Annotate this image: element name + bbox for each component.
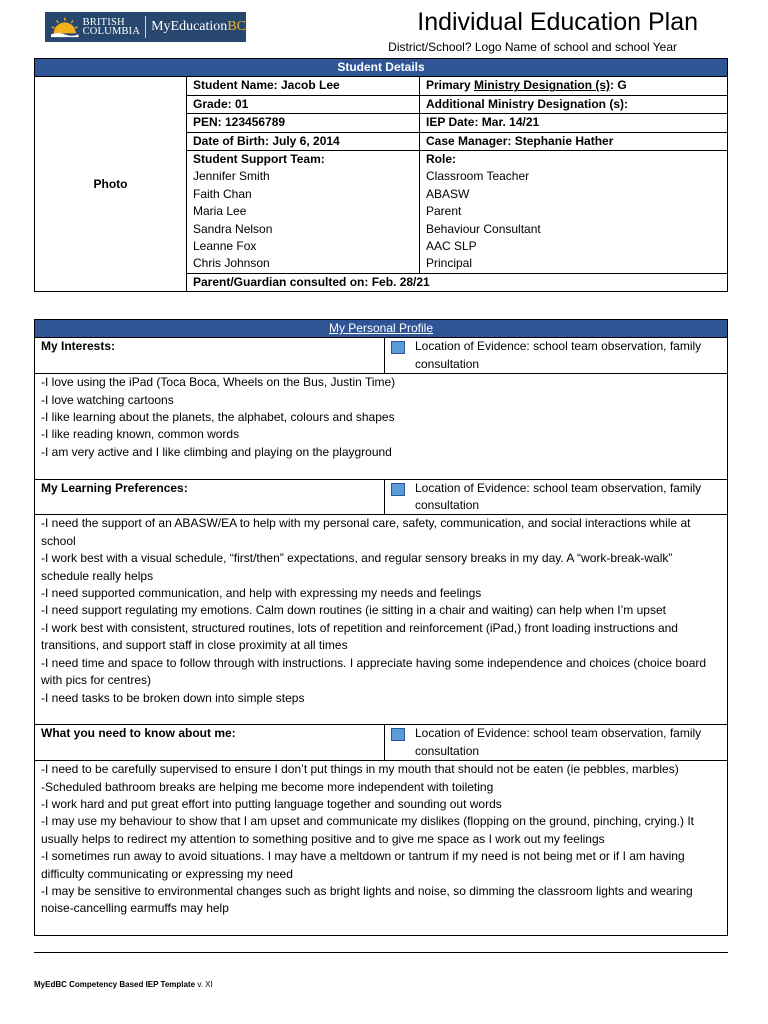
need-to-know-content xyxy=(35,761,728,936)
list-item: -I need to be carefully supervised to ensure I don’t put things in my mouth that should not be eaten (ie pebbles, marbles) xyxy=(41,762,679,777)
team-member-role: Classroom Teacher xyxy=(420,168,728,185)
personal-profile-table xyxy=(34,319,728,936)
list-item: -I need support regulating my emotions. Calm down routines (ie sitting in a chair and waiting) can help when I’m upset xyxy=(41,603,666,618)
learning-preferences-content xyxy=(35,515,728,725)
list-item: -I like reading known, common words xyxy=(41,427,240,442)
team-member-role: AAC SLP xyxy=(420,238,728,255)
list-item: -I like learning about the planets, the alphabet, colours and shapes xyxy=(41,410,395,425)
support-team-header: Student Support Team: xyxy=(187,151,420,169)
need-to-know-label: What you need to know about me: xyxy=(35,725,385,761)
learning-preferences-evidence: Location of Evidence: school team observation, family consultation xyxy=(385,479,728,515)
footer-rule xyxy=(34,952,728,953)
additional-designation: Additional Ministry Designation (s): xyxy=(420,95,728,113)
team-member-role: Behaviour Consultant xyxy=(420,221,728,238)
iep-date: IEP Date: Mar. 14/21 xyxy=(420,114,728,132)
personal-profile-header: My Personal Profile xyxy=(35,320,728,338)
list-item: -I work hard and put great effort into putting language together and sounding out words xyxy=(41,796,502,811)
list-item: -I love using the iPad (Toca Boca, Wheels on the Bus, Justin Time) xyxy=(41,375,396,390)
role-header: Role: xyxy=(420,151,728,169)
team-member-name: Leanne Fox xyxy=(187,238,420,255)
parent-consulted: Parent/Guardian consulted on: Feb. 28/21 xyxy=(187,273,728,291)
list-item: -I may be sensitive to environmental changes such as bright lights and noise, so dimming the classroom lights and wearing noise-cancelling earmuffs may help xyxy=(41,883,693,916)
list-item: -I work best with a visual schedule, “first/then” expectations, and regular sensory breaks in my day. A “work-break-walk” schedule really helps xyxy=(41,551,673,583)
list-item: -I sometimes run away to avoid situations. I may have a meltdown or tantrum if my need is not being met or if I am having difficulty communicating or expressing my need xyxy=(41,849,685,881)
footer-text: MyEdBC Competency Based IEP Template v. XI xyxy=(34,980,213,989)
grade: Grade: 01 xyxy=(187,95,420,113)
photo-placeholder: Photo xyxy=(35,77,187,292)
logo-bc-text: BRITISH COLUMBIA xyxy=(82,17,141,37)
student-name: Student Name: Jacob Lee xyxy=(187,77,420,95)
pen: PEN: 123456789 xyxy=(187,114,420,132)
list-item: -I need time and space to follow through with instructions. I appreciate having some independence and choices (choice board with pics for centres) xyxy=(41,655,707,688)
bc-sun-logo-icon xyxy=(51,16,79,38)
list-item: -I need tasks to be broken down into simple steps xyxy=(41,690,305,705)
list-item: -I love watching cartoons xyxy=(41,392,174,407)
bc-myeducationbc-logo xyxy=(45,12,246,42)
logo-divider xyxy=(145,16,146,38)
list-item: -I need the support of an ABASW/EA to help with my personal care, safety, communication, and social interactions while at school xyxy=(41,516,691,548)
evidence-checkbox-icon[interactable] xyxy=(391,483,405,496)
list-item: -I work best with consistent, structured routines, lots of repetition and reinforcement (iPad,) front loading instructions and transitions, and support staff in close proximity at all times xyxy=(41,620,678,653)
logo-myeducationbc-text: MyEducationBC xyxy=(151,19,246,34)
list-item: -I need supported communication, and help with expressing my needs and feelings xyxy=(41,586,482,601)
team-member-name: Maria Lee xyxy=(187,203,420,220)
list-item: -Scheduled bathroom breaks are helping me become more independent with toileting xyxy=(41,779,494,794)
primary-designation: Primary Ministry Designation (s): G xyxy=(420,77,728,95)
interests-label: My Interests: xyxy=(35,338,385,374)
page-subtitle: District/School? Logo Name of school and school Year xyxy=(388,40,677,54)
team-member-name: Sandra Nelson xyxy=(187,221,420,238)
team-member-name: Faith Chan xyxy=(187,186,420,203)
list-item: -I may use my behaviour to show that I am upset and communicate my dislikes (flopping on the ground, pinching, crying.) It usually helps to redirect my attention to something positive and to give me space as I work out my feelings xyxy=(41,814,694,846)
page-title: Individual Education Plan xyxy=(417,8,698,36)
team-member-role: ABASW xyxy=(420,186,728,203)
team-member-role: Parent xyxy=(420,203,728,220)
evidence-checkbox-icon[interactable] xyxy=(391,728,405,741)
interests-content xyxy=(35,374,728,479)
case-manager: Case Manager: Stephanie Hather xyxy=(420,132,728,150)
team-member-role: Principal xyxy=(420,255,728,273)
team-member-name: Jennifer Smith xyxy=(187,168,420,185)
student-details-header: Student Details xyxy=(35,59,728,77)
learning-preferences-label: My Learning Preferences: xyxy=(35,479,385,515)
interests-evidence: Location of Evidence: school team observation, family consultation xyxy=(385,338,728,374)
need-to-know-evidence: Location of Evidence: school team observation, family consultation xyxy=(385,725,728,761)
list-item: -I am very active and I like climbing and playing on the playground xyxy=(41,444,392,459)
team-member-name: Chris Johnson xyxy=(187,255,420,273)
evidence-checkbox-icon[interactable] xyxy=(391,341,405,354)
date-of-birth: Date of Birth: July 6, 2014 xyxy=(187,132,420,150)
student-details-table xyxy=(34,58,728,292)
